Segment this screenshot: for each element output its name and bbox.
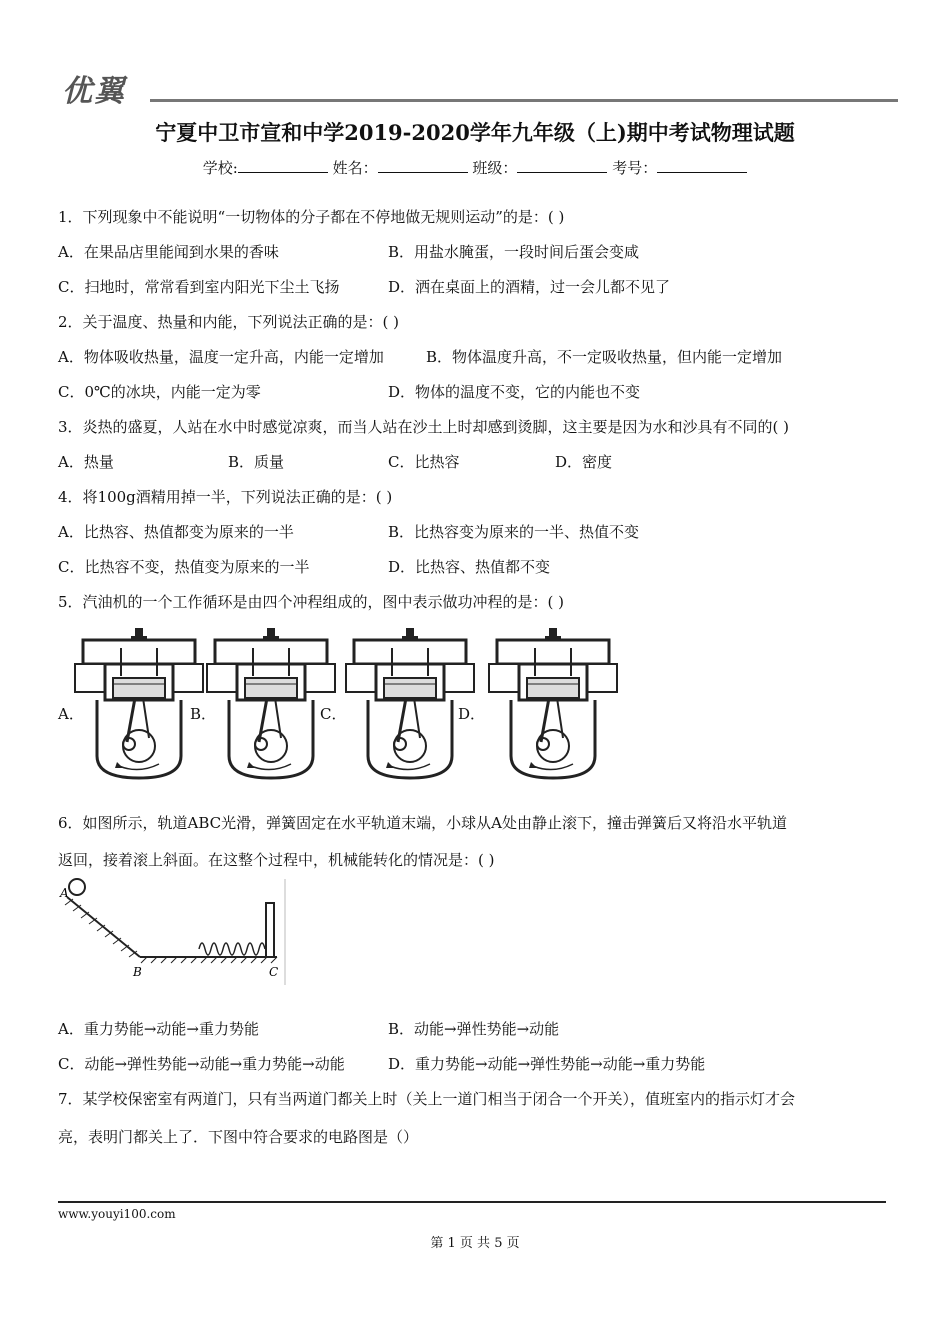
logo: 优翼: [62, 74, 126, 109]
q6-stem-line2: 返回，接着滚上斜面。在这整个过程中，机械能转化的情况是：( ): [58, 851, 495, 869]
q1-option-d: D．洒在桌面上的酒精，过一会儿都不见了: [388, 278, 671, 296]
q2-option-d: D．物体的温度不变，它的内能也不变: [388, 383, 641, 401]
label-c: C: [269, 965, 279, 979]
q4-option-c: C．比热容不变，热值变为原来的一半: [58, 558, 310, 576]
q3-option-c: C．比热容: [388, 453, 460, 471]
engine-diagrams: [0, 622, 950, 782]
q2-options-row2: [58, 381, 888, 402]
q1-options-row1: [58, 241, 888, 262]
q6-stem-line1: 6．如图所示，轨道ABC光滑，弹簧固定在水平轨道末端，小球从A处由静止滚下，撞击弹簧后又将沿水平轨道: [58, 814, 787, 832]
label-a: A: [60, 886, 69, 900]
q6-option-c: C．动能→弹性势能→动能→重力势能→动能: [58, 1055, 345, 1073]
q3-stem: 3．炎热的盛夏，人站在水中时感觉凉爽，而当人站在沙土上时却感到烫脚，这主要是因为水和沙具有不同的( ): [58, 418, 790, 436]
q5-stem: 5．汽油机的一个工作循环是由四个冲程组成的，图中表示做功冲程的是：( ): [58, 593, 565, 611]
q6-options-row2: [58, 1053, 888, 1074]
q1-stem: 1．下列现象中不能说明“一切物体的分子都在不停地做无规则运动”的是：( ): [58, 208, 565, 226]
q4-option-d: D．比热容、热值都不变: [388, 558, 551, 576]
q5-option-d: D．: [458, 705, 486, 723]
q7-stem-line1: 7．某学校保密室有两道门，只有当两道门都关上时（关上一道门相当于闭合一个开关），值班室内的指示灯才会: [58, 1090, 796, 1108]
q6-option-b: B．动能→弹性势能→动能: [388, 1020, 560, 1038]
q4-option-a: A．比热容、热值都变为原来的一半: [58, 523, 294, 541]
exam-no-label: 考号：: [612, 159, 658, 177]
q3-option-b: B．质量: [228, 453, 285, 471]
page-number: 第 1 页 共 5 页: [430, 1236, 520, 1251]
q4-option-b: B．比热容变为原来的一半、热值不变: [388, 523, 640, 541]
info-row: [0, 157, 950, 178]
q1-options-row2: [58, 276, 888, 297]
q3-option-a: A．热量: [58, 453, 114, 471]
name-label: 姓名：: [332, 159, 378, 177]
page-title: 宁夏中卫市宣和中学2019-2020学年九年级（上)期中考试物理试题: [155, 120, 795, 145]
q2-stem: 2．关于温度、热量和内能，下列说法正确的是：( ): [58, 313, 400, 331]
q5-option-b: B．: [190, 705, 217, 723]
footer-rule: [58, 1201, 886, 1203]
q2-options-row1: [58, 346, 888, 367]
q4-stem: 4．将100g酒精用掉一半，下列说法正确的是：( ): [58, 488, 393, 506]
school-field[interactable]: [238, 158, 328, 173]
name-field[interactable]: [378, 158, 468, 173]
q3-options-row: [58, 451, 888, 472]
q5-option-c: C．: [320, 705, 347, 723]
q6-option-d: D．重力势能→动能→弹性势能→动能→重力势能: [388, 1055, 706, 1073]
q2-option-a: A．物体吸收热量，温度一定升高，内能一定增加: [58, 348, 384, 366]
label-b: B: [133, 965, 142, 979]
q3-option-d: D．密度: [555, 453, 613, 471]
q1-option-c: C．扫地时，常常看到室内阳光下尘土飞扬: [58, 278, 340, 296]
q6-option-a: A．重力势能→动能→重力势能: [58, 1020, 259, 1038]
track-diagram: [55, 875, 295, 985]
header-rule: [150, 99, 898, 102]
q1-option-b: B．用盐水腌蛋，一段时间后蛋会变咸: [388, 243, 640, 261]
q2-option-b: B．物体温度升高，不一定吸收热量，但内能一定增加: [426, 348, 783, 366]
q5-option-a: A．: [58, 705, 84, 723]
q6-options-row1: [58, 1018, 888, 1039]
q4-options-row1: [58, 521, 888, 542]
q2-option-c: C．0℃的冰块，内能一定为零: [58, 383, 261, 401]
exam-no-field[interactable]: [657, 158, 747, 173]
school-label: 学校:: [202, 159, 238, 177]
class-field[interactable]: [517, 158, 607, 173]
q4-options-row2: [58, 556, 888, 577]
q1-option-a: A．在果品店里能闻到水果的香味: [58, 243, 279, 261]
q7-stem-line2: 亮，表明门都关上了．下图中符合要求的电路图是（）: [58, 1128, 419, 1146]
class-label: 班级：: [472, 159, 518, 177]
site-link[interactable]: www.youyi100.com: [58, 1207, 176, 1221]
